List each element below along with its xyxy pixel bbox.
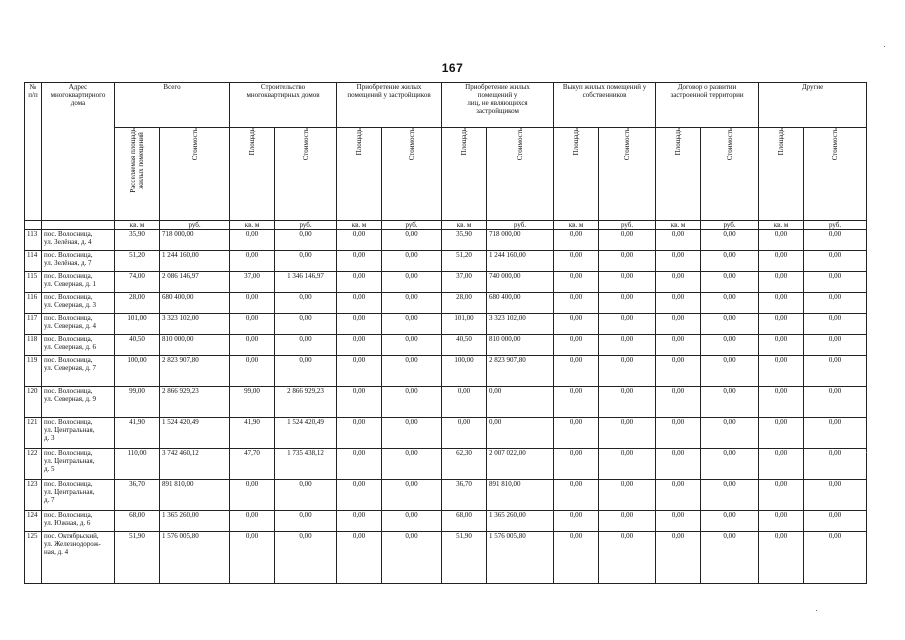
header-sub-row — [25, 128, 867, 221]
cell-area: 41,90 — [115, 418, 160, 449]
row-number: 121 — [25, 418, 42, 449]
cell-cost: 2 823 907,80 — [487, 356, 554, 387]
cell-area: 0,00 — [337, 356, 382, 387]
row-number: 123 — [25, 480, 42, 511]
cell-cost: 0,00 — [382, 272, 442, 293]
cell-area: 0,00 — [337, 335, 382, 356]
row-address: пос. Волосница, ул. Северная, д. 6 — [42, 335, 115, 356]
header-sub-cost: Стоимость — [275, 128, 337, 221]
cell-cost: 1 735 438,12 — [275, 449, 337, 480]
row-address: пос. Волосница, ул. Северная, д. 4 — [42, 314, 115, 335]
cell-area: 0,00 — [656, 511, 701, 532]
cell-area: 99,00 — [115, 387, 160, 418]
cell-area: 0,00 — [554, 251, 599, 272]
cell-area: 0,00 — [337, 293, 382, 314]
cell-area: 51,90 — [115, 532, 160, 584]
unit-label: руб. — [382, 221, 442, 230]
cell-area: 36,70 — [442, 480, 487, 511]
header-sub-area: Площадь — [656, 128, 701, 221]
row-number: 116 — [25, 293, 42, 314]
cell-cost: 1 346 146,97 — [275, 272, 337, 293]
row-address: пос. Волосница, ул. Южная, д. 6 — [42, 511, 115, 532]
unit-label: руб. — [160, 221, 230, 230]
row-number: 117 — [25, 314, 42, 335]
header-group-construction: Строительство многоквартирных домов — [230, 83, 337, 128]
cell-area: 68,00 — [115, 511, 160, 532]
cell-cost: 0,00 — [804, 532, 867, 584]
cell-area: 0,00 — [759, 511, 804, 532]
cell-cost: 0,00 — [275, 511, 337, 532]
cell-cost: 0,00 — [599, 418, 656, 449]
cell-cost: 0,00 — [701, 251, 759, 272]
row-number: 120 — [25, 387, 42, 418]
cell-area: 0,00 — [656, 449, 701, 480]
row-address: пос. Волосница, ул. Северная, д. 3 — [42, 293, 115, 314]
cell-cost: 0,00 — [701, 356, 759, 387]
cell-area: 0,00 — [230, 480, 275, 511]
unit-label: кв. м — [554, 221, 599, 230]
cell-cost: 1 524 420,49 — [275, 418, 337, 449]
cell-area: 35,90 — [442, 230, 487, 251]
cell-area: 0,00 — [759, 230, 804, 251]
table-row — [25, 480, 867, 511]
unit-label: руб. — [487, 221, 554, 230]
row-address: пос. Волосница, ул. Центральная, д. 7 — [42, 480, 115, 511]
cell-cost: 0,00 — [804, 387, 867, 418]
cell-area: 51,20 — [115, 251, 160, 272]
header-sub-cost: Стоимость — [701, 128, 759, 221]
cell-cost: 0,00 — [804, 418, 867, 449]
cell-area: 0,00 — [759, 356, 804, 387]
cell-area: 0,00 — [554, 230, 599, 251]
cell-cost: 0,00 — [804, 511, 867, 532]
row-address: пос. Волосница, ул. Зелёная, д. 4 — [42, 230, 115, 251]
header-sub-cost: Стоимость — [487, 128, 554, 221]
cell-cost: 2 086 146,97 — [160, 272, 230, 293]
cell-cost: 0,00 — [382, 314, 442, 335]
cell-cost: 1 244 160,00 — [487, 251, 554, 272]
cell-cost: 0,00 — [275, 335, 337, 356]
cell-area: 0,00 — [554, 356, 599, 387]
cell-cost: 740 000,00 — [487, 272, 554, 293]
cell-area: 0,00 — [230, 511, 275, 532]
cell-area: 0,00 — [554, 449, 599, 480]
cell-area: 0,00 — [759, 532, 804, 584]
cell-cost: 0,00 — [275, 230, 337, 251]
table-row — [25, 449, 867, 480]
cell-area: 101,00 — [442, 314, 487, 335]
header-group-other: Другие — [759, 83, 867, 128]
cell-cost: 3 742 460,12 — [160, 449, 230, 480]
header-address: Адрес многоквартирного дома — [42, 83, 115, 221]
cell-area: 0,00 — [554, 387, 599, 418]
cell-area: 28,00 — [115, 293, 160, 314]
table-row — [25, 387, 867, 418]
cell-cost: 0,00 — [804, 335, 867, 356]
cell-area: 0,00 — [442, 387, 487, 418]
cell-area: 36,70 — [115, 480, 160, 511]
cell-area: 0,00 — [759, 449, 804, 480]
cell-cost: 810 000,00 — [160, 335, 230, 356]
cell-cost: 0,00 — [599, 293, 656, 314]
cell-area: 0,00 — [656, 387, 701, 418]
header-sub-area: Площадь — [230, 128, 275, 221]
cell-area: 0,00 — [554, 418, 599, 449]
units-row — [25, 221, 867, 230]
cell-area: 0,00 — [759, 480, 804, 511]
cell-cost: 0,00 — [804, 356, 867, 387]
cell-cost: 3 323 102,00 — [487, 314, 554, 335]
cell-cost: 0,00 — [599, 449, 656, 480]
cell-cost: 2 866 929,23 — [275, 387, 337, 418]
header-sub-area: Площадь — [759, 128, 804, 221]
cell-area: 0,00 — [230, 335, 275, 356]
cell-cost: 0,00 — [275, 532, 337, 584]
cell-area: 0,00 — [759, 335, 804, 356]
unit-label: кв. м — [442, 221, 487, 230]
cell-area: 0,00 — [554, 293, 599, 314]
cell-area: 40,50 — [115, 335, 160, 356]
cell-cost: 0,00 — [701, 387, 759, 418]
cell-cost: 0,00 — [382, 230, 442, 251]
cell-cost: 0,00 — [382, 449, 442, 480]
cell-cost: 0,00 — [382, 480, 442, 511]
cell-cost: 680 400,00 — [160, 293, 230, 314]
cell-cost: 2 823 907,80 — [160, 356, 230, 387]
units-blank — [25, 221, 42, 230]
cell-cost: 0,00 — [701, 532, 759, 584]
row-address: пос. Волосница, ул. Центральная, д. 5 — [42, 449, 115, 480]
cell-area: 0,00 — [759, 418, 804, 449]
row-number: 119 — [25, 356, 42, 387]
row-number: 114 — [25, 251, 42, 272]
cell-area: 47,70 — [230, 449, 275, 480]
cell-area: 0,00 — [656, 480, 701, 511]
cell-cost: 0,00 — [701, 418, 759, 449]
cell-area: 35,90 — [115, 230, 160, 251]
header-sub-area-total: Расселяемая площадь жилых помещений — [115, 128, 160, 221]
row-address: пос. Октябрьский, ул. Железнодорож- ная, д. 4 — [42, 532, 115, 584]
cell-area: 74,00 — [115, 272, 160, 293]
cell-cost: 891 810,00 — [160, 480, 230, 511]
header-group-total: Всего — [115, 83, 230, 128]
table-row — [25, 532, 867, 584]
row-address: пос. Волосница, ул. Северная, д. 7 — [42, 356, 115, 387]
cell-area: 0,00 — [442, 418, 487, 449]
cell-cost: 0,00 — [701, 230, 759, 251]
cell-cost: 0,00 — [275, 251, 337, 272]
scan-speck — [866, 452, 867, 453]
row-number: 122 — [25, 449, 42, 480]
cell-cost: 0,00 — [599, 251, 656, 272]
cell-area: 0,00 — [656, 356, 701, 387]
cell-cost: 0,00 — [804, 314, 867, 335]
cell-area: 101,00 — [115, 314, 160, 335]
unit-label: кв. м — [656, 221, 701, 230]
cell-area: 40,50 — [442, 335, 487, 356]
cell-cost: 718 000,00 — [487, 230, 554, 251]
cell-cost: 0,00 — [804, 272, 867, 293]
row-number: 113 — [25, 230, 42, 251]
cell-area: 0,00 — [337, 532, 382, 584]
cell-area: 0,00 — [337, 387, 382, 418]
cell-cost: 0,00 — [599, 230, 656, 251]
cell-cost: 810 000,00 — [487, 335, 554, 356]
cell-area: 0,00 — [759, 251, 804, 272]
cell-area: 100,00 — [115, 356, 160, 387]
header-sub-area: Площадь — [337, 128, 382, 221]
cell-area: 0,00 — [337, 418, 382, 449]
unit-label: кв. м — [759, 221, 804, 230]
cell-area: 0,00 — [554, 532, 599, 584]
cell-cost: 2 007 022,00 — [487, 449, 554, 480]
cell-area: 41,90 — [230, 418, 275, 449]
row-number: 124 — [25, 511, 42, 532]
cell-area: 0,00 — [337, 449, 382, 480]
scan-speck — [884, 46, 885, 47]
cell-area: 0,00 — [554, 272, 599, 293]
cell-area: 0,00 — [656, 314, 701, 335]
cell-area: 0,00 — [759, 387, 804, 418]
cell-area: 0,00 — [554, 480, 599, 511]
resettlement-table — [24, 82, 867, 584]
cell-area: 0,00 — [337, 480, 382, 511]
row-address: пос. Волосница, ул. Центральная, д. 3 — [42, 418, 115, 449]
cell-cost: 0,00 — [275, 480, 337, 511]
cell-area: 0,00 — [656, 532, 701, 584]
table-row — [25, 511, 867, 532]
cell-cost: 1 524 420,49 — [160, 418, 230, 449]
unit-label: руб. — [804, 221, 867, 230]
cell-area: 0,00 — [337, 511, 382, 532]
cell-area: 0,00 — [230, 293, 275, 314]
cell-area: 0,00 — [337, 272, 382, 293]
table-row — [25, 314, 867, 335]
cell-cost: 2 866 929,23 — [160, 387, 230, 418]
cell-area: 0,00 — [759, 314, 804, 335]
cell-area: 0,00 — [656, 230, 701, 251]
cell-area: 51,20 — [442, 251, 487, 272]
cell-cost: 0,00 — [599, 314, 656, 335]
cell-cost: 0,00 — [701, 335, 759, 356]
cell-area: 0,00 — [230, 230, 275, 251]
header-group-buyout: Выкуп жилых помещений у собственников — [554, 83, 656, 128]
header-sub-area: Площадь — [442, 128, 487, 221]
header-num: № п/п — [25, 83, 42, 221]
cell-area: 0,00 — [656, 293, 701, 314]
cell-area: 37,00 — [230, 272, 275, 293]
cell-area: 99,00 — [230, 387, 275, 418]
row-address: пос. Волосница, ул. Северная, д. 1 — [42, 272, 115, 293]
table-row — [25, 272, 867, 293]
table-row — [25, 251, 867, 272]
cell-cost: 0,00 — [382, 532, 442, 584]
row-number: 118 — [25, 335, 42, 356]
header-sub-cost: Стоимость — [599, 128, 656, 221]
cell-area: 0,00 — [337, 230, 382, 251]
cell-area: 0,00 — [759, 272, 804, 293]
cell-area: 68,00 — [442, 511, 487, 532]
cell-area: 37,00 — [442, 272, 487, 293]
unit-label: руб. — [701, 221, 759, 230]
page-number: 167 — [441, 61, 464, 75]
units-blank — [42, 221, 115, 230]
cell-area: 0,00 — [230, 356, 275, 387]
unit-label: кв. м — [230, 221, 275, 230]
table-row — [25, 230, 867, 251]
cell-cost: 0,00 — [382, 293, 442, 314]
cell-area: 0,00 — [337, 251, 382, 272]
cell-area: 51,90 — [442, 532, 487, 584]
cell-cost: 0,00 — [701, 449, 759, 480]
cell-area: 110,00 — [115, 449, 160, 480]
cell-cost: 0,00 — [804, 449, 867, 480]
table-row — [25, 418, 867, 449]
cell-cost: 891 810,00 — [487, 480, 554, 511]
cell-cost: 0,00 — [701, 293, 759, 314]
cell-cost: 0,00 — [701, 511, 759, 532]
cell-cost: 0,00 — [275, 356, 337, 387]
row-address: пос. Волосница, ул. Северная, д. 9 — [42, 387, 115, 418]
cell-area: 0,00 — [230, 532, 275, 584]
unit-label: руб. — [275, 221, 337, 230]
cell-cost: 0,00 — [382, 387, 442, 418]
table-row — [25, 335, 867, 356]
cell-cost: 0,00 — [701, 480, 759, 511]
cell-cost: 1 365 260,00 — [160, 511, 230, 532]
cell-cost: 0,00 — [599, 511, 656, 532]
row-number: 125 — [25, 532, 42, 584]
cell-cost: 0,00 — [382, 511, 442, 532]
table-row — [25, 356, 867, 387]
unit-label: кв. м — [337, 221, 382, 230]
cell-area: 0,00 — [230, 314, 275, 335]
cell-cost: 0,00 — [599, 480, 656, 511]
cell-cost: 0,00 — [599, 356, 656, 387]
cell-cost: 0,00 — [382, 356, 442, 387]
header-group-purchase-developers: Приобретение жилых помещений у застройщиков — [337, 83, 442, 128]
cell-cost: 0,00 — [804, 480, 867, 511]
cell-area: 28,00 — [442, 293, 487, 314]
cell-cost: 0,00 — [599, 272, 656, 293]
cell-cost: 0,00 — [382, 418, 442, 449]
cell-cost: 718 000,00 — [160, 230, 230, 251]
cell-area: 0,00 — [656, 272, 701, 293]
table-row — [25, 293, 867, 314]
header-group-development-contract: Договор о развитии застроенной территории — [656, 83, 759, 128]
cell-area: 0,00 — [230, 251, 275, 272]
row-number: 115 — [25, 272, 42, 293]
cell-cost: 3 323 102,00 — [160, 314, 230, 335]
cell-cost: 1 576 005,80 — [487, 532, 554, 584]
cell-cost: 0,00 — [487, 418, 554, 449]
header-sub-cost-total: Стоимость — [160, 128, 230, 221]
cell-cost: 0,00 — [701, 314, 759, 335]
cell-cost: 680 400,00 — [487, 293, 554, 314]
cell-area: 100,00 — [442, 356, 487, 387]
cell-cost: 0,00 — [804, 251, 867, 272]
cell-area: 0,00 — [759, 293, 804, 314]
cell-area: 0,00 — [554, 511, 599, 532]
cell-area: 0,00 — [554, 335, 599, 356]
cell-cost: 0,00 — [804, 230, 867, 251]
cell-cost: 1 576 005,80 — [160, 532, 230, 584]
cell-cost: 1 365 260,00 — [487, 511, 554, 532]
cell-cost: 0,00 — [599, 387, 656, 418]
header-group-purchase-non-developers: Приобретение жилых помещений у лиц, не являющихся застройщиком — [442, 83, 554, 128]
cell-cost: 0,00 — [599, 335, 656, 356]
cell-cost: 0,00 — [382, 251, 442, 272]
row-address: пос. Волосница, ул. Зелёная, д. 7 — [42, 251, 115, 272]
cell-area: 0,00 — [337, 314, 382, 335]
cell-cost: 0,00 — [275, 293, 337, 314]
scan-speck — [816, 610, 817, 611]
cell-area: 0,00 — [554, 314, 599, 335]
cell-cost: 0,00 — [804, 293, 867, 314]
header-sub-area: Площадь — [554, 128, 599, 221]
cell-area: 0,00 — [656, 418, 701, 449]
cell-cost: 0,00 — [275, 314, 337, 335]
header-sub-cost: Стоимость — [382, 128, 442, 221]
cell-cost: 0,00 — [487, 387, 554, 418]
cell-cost: 1 244 160,00 — [160, 251, 230, 272]
cell-cost: 0,00 — [599, 532, 656, 584]
cell-cost: 0,00 — [701, 272, 759, 293]
header-group-row — [25, 83, 867, 128]
unit-label: кв. м — [115, 221, 160, 230]
cell-area: 0,00 — [656, 335, 701, 356]
cell-area: 62,30 — [442, 449, 487, 480]
header-sub-cost: Стоимость — [804, 128, 867, 221]
unit-label: руб. — [599, 221, 656, 230]
cell-area: 0,00 — [656, 251, 701, 272]
cell-cost: 0,00 — [382, 335, 442, 356]
